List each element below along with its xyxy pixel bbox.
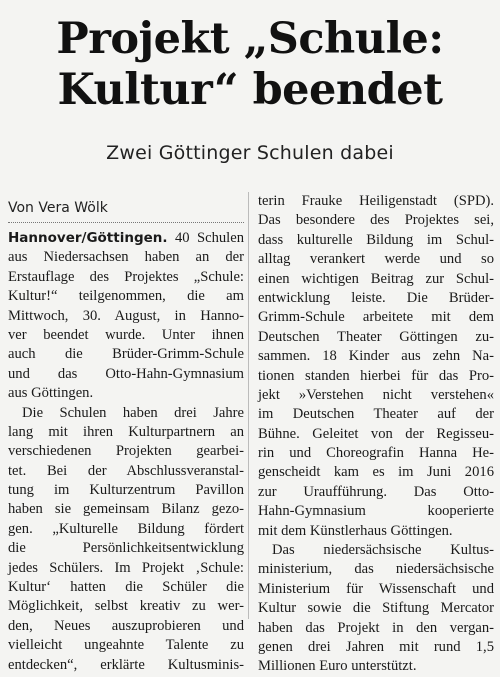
headline-line-2: Kultur“ beendet [57, 65, 443, 115]
text-line: jekt »Verstehen nicht verstehen« [258, 386, 494, 403]
text-line: im Deutschen Theater auf der [258, 406, 494, 423]
text-line: aus Niedersachsen haben an der [8, 249, 244, 266]
text-line: Mittwoch, 30. August, in Hanno- [8, 307, 244, 324]
text-line: Kultur!“ teilgenommen, die am [8, 288, 244, 305]
article-headline [0, 14, 500, 116]
text-line: aus Göttingen. [8, 385, 94, 402]
text-line: Millionen Euro unterstützt. [258, 658, 417, 675]
text-fragment: 40 Schulen [167, 230, 244, 246]
text-line: tionen standen hierbei für das Pro- [258, 367, 494, 384]
text-line: tet. Bei der Abschlussveranstal- [8, 462, 244, 479]
text-line: Kultur‘ hatten die Schüler die [8, 579, 244, 596]
text-line: Kultur sowie die Stiftung Mercator [258, 600, 494, 617]
article-column-right [258, 192, 494, 677]
text-line: alltag verankert werde und so [258, 251, 494, 268]
text-line: genen drei Jahren mit rund 1,5 [258, 638, 494, 655]
text-line: sammen. 18 Kinder aus zehn Na- [258, 348, 494, 365]
article-subheadline: Zwei Göttinger Schulen dabei [106, 142, 394, 164]
text-line: tung im Kulturzentrum Pavillon [8, 482, 244, 499]
text-line: vielleicht ungeahnte Talente zu [8, 637, 244, 654]
text-line: jedes Schülers. Im Projekt ‚Schule: [8, 559, 244, 576]
text-line: Das besondere des Projektes sei, [258, 212, 494, 229]
column-divider [248, 192, 249, 619]
text-line: mit dem Künstlerhaus Göttingen. [258, 522, 453, 539]
text-line: verschiedenen Projekten gearbei- [8, 443, 244, 460]
text-line [8, 229, 244, 248]
text-line: genscheidt kam es im Juni 2016 [258, 464, 494, 481]
text-line: Deutschen Theater Göttingen zu- [258, 328, 494, 345]
text-line: Hahn-Gymnasium kooperierte [258, 503, 494, 520]
text-line: rin und Choreografin Hanna He- [258, 445, 494, 462]
text-line: entwicklung leiste. Die Brüder- [258, 289, 494, 306]
article-column-left [8, 198, 244, 675]
text-line: zur Uraufführung. Das Otto- [258, 483, 494, 500]
text-line: Möglichkeit, selbst kreativ zu wer- [8, 598, 244, 615]
text-line: Bühne. Geleitet von der Regisseu- [258, 425, 494, 442]
text-line: und das Otto-Hahn-Gymnasium [8, 365, 244, 382]
text-line: ver beendet wurde. Unter ihnen [8, 326, 244, 343]
text-line: haben sie gemeinsam Bilanz gezo- [8, 501, 244, 518]
headline-line-1: Projekt „Schule: [56, 14, 444, 64]
dateline: Hannover/Göttingen. [8, 230, 168, 246]
text-line: Das niedersächsische Kultus- [272, 542, 494, 559]
text-line: einen wichtigen Beitrag zur Schul- [258, 270, 494, 287]
text-line: Ministerium für Wissenschaft und [258, 580, 494, 597]
text-line: gen. „Kulturelle Bildung fördert [8, 520, 244, 537]
text-line: auch die Brüder-Grimm-Schule [8, 346, 244, 363]
text-line: dass kulturelle Bildung im Schul- [258, 231, 494, 248]
text-line: Erstauflage des Projektes „Schule: [8, 268, 244, 285]
byline: Von Vera Wölk [8, 198, 244, 223]
text-line: terin Frauke Heiligenstadt (SPD). [258, 193, 494, 209]
text-line: Die Schulen haben drei Jahre [22, 404, 244, 421]
text-line: den, Neues auszuprobieren und [8, 617, 244, 634]
text-line: entdecken“, erklärte Kultusminis- [8, 656, 244, 673]
text-line: Grimm-Schule arbeitete mit dem [258, 309, 494, 326]
text-line: ministerium, das niedersächsische [258, 561, 494, 578]
text-line: haben das Projekt in den vergan- [258, 619, 494, 636]
text-line: die Persönlichkeitsentwicklung [8, 540, 244, 557]
text-line: lang mit ihren Kulturpartnern an [8, 423, 244, 440]
